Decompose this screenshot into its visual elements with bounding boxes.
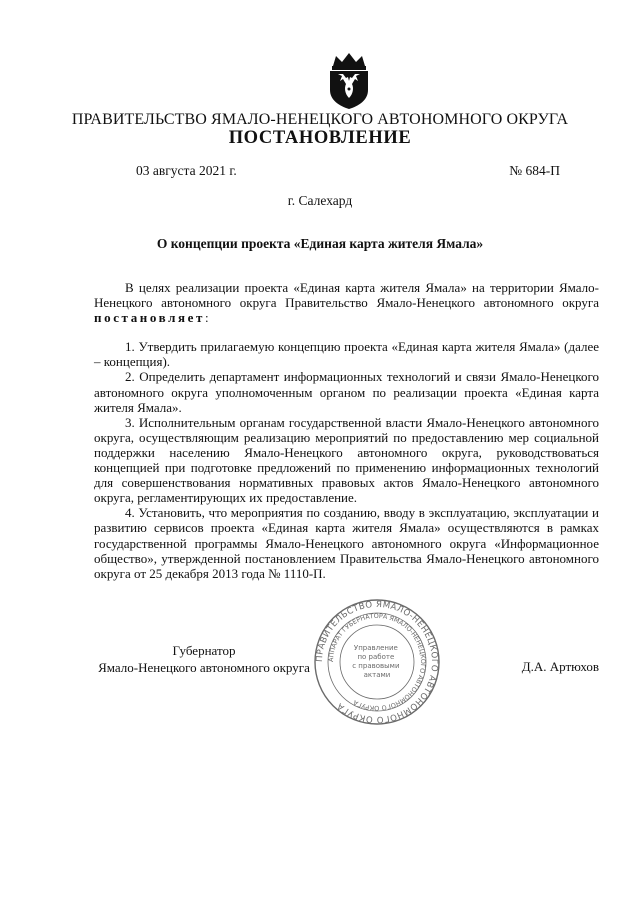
document-heading: О концепции проекта «Единая карта жителя Ямала»: [156, 236, 484, 251]
position-line-1: Губернатор: [172, 643, 236, 658]
paragraph-4: 4. Установить, что мероприятия по созданию, вводу в эксплуатацию, эксплуатации и развитию сервисов проекта «Единая карта жителя Ямала» осуществляются в рамках государственной программы Ямало-Ненецкого автономного округа «Информационное общество», утвержденной постановлением Правительства Ямало-Ненецкого автономного округа от 25 декабря 2013 года № 1110-П.: [94, 505, 599, 581]
document-type: ПОСТАНОВЛЕНИЕ: [228, 128, 412, 148]
official-seal-icon: [313, 598, 441, 726]
signatory-name: Д.А. Артюхов: [521, 659, 599, 674]
paragraph-2: 2. Определить департамент информационных технологий и связи Ямало-Ненецкого автономного округа уполномоченным органом по реализации проекта «Единая карта жителя Ямала».: [94, 369, 599, 415]
paragraph-3: 3. Исполнительным органам государственной власти Ямало-Ненецкого автономного округа, осуществляющим реализацию мероприятий по предоставлению мер социальной поддержки населению Ямало-Ненецкого автономного округа, руководствоваться концепцией при подготовке предложений по применению информационных технологий для совершенствования нормативных правовых актов Ямало-Ненецкого автономного округа, регламентирующих их предоставление.: [94, 414, 599, 506]
preamble-colon: :: [205, 310, 209, 326]
document-date: 03 августа 2021 г.: [136, 163, 237, 178]
stamp-inner-text: АППАРАТ ГУБЕРНАТОРА ЯМАЛО-НЕНЕЦКОГО АВТОНОМНОГО ОКРУГА: [326, 611, 428, 713]
document-body: [94, 280, 599, 581]
paragraph-1: 1. Утвердить прилагаемую концепцию проекта «Единая карта жителя Ямала» (далее – концепция).: [94, 339, 599, 370]
preamble-text: В целях реализации проекта «Единая карта жителя Ямала» на территории Ямало-Ненецкого автономного округа Правительство Ямало-Ненецкого автономного округа: [94, 280, 599, 311]
coat-of-arms-icon: [323, 50, 375, 110]
document-city: г. Салехард: [287, 193, 353, 208]
government-title: ПРАВИТЕЛЬСТВО ЯМАЛО-НЕНЕЦКОГО АВТОНОМНОГО ОКРУГА: [71, 111, 569, 128]
signatory-position: [94, 642, 314, 676]
decree-word: постановляет: [94, 310, 206, 326]
document-number: № 684-П: [509, 163, 560, 178]
stamp-outer-text: ПРАВИТЕЛЬСТВО ЯМАЛО-НЕНЕЦКОГО АВТОНОМНОГО ОКРУГА: [314, 599, 440, 725]
preamble-paragraph: [94, 280, 599, 325]
position-line-2: Ямало-Ненецкого автономного округа: [98, 660, 310, 675]
stamp-center-text: Управление по работе с правовыми актами: [352, 644, 400, 679]
